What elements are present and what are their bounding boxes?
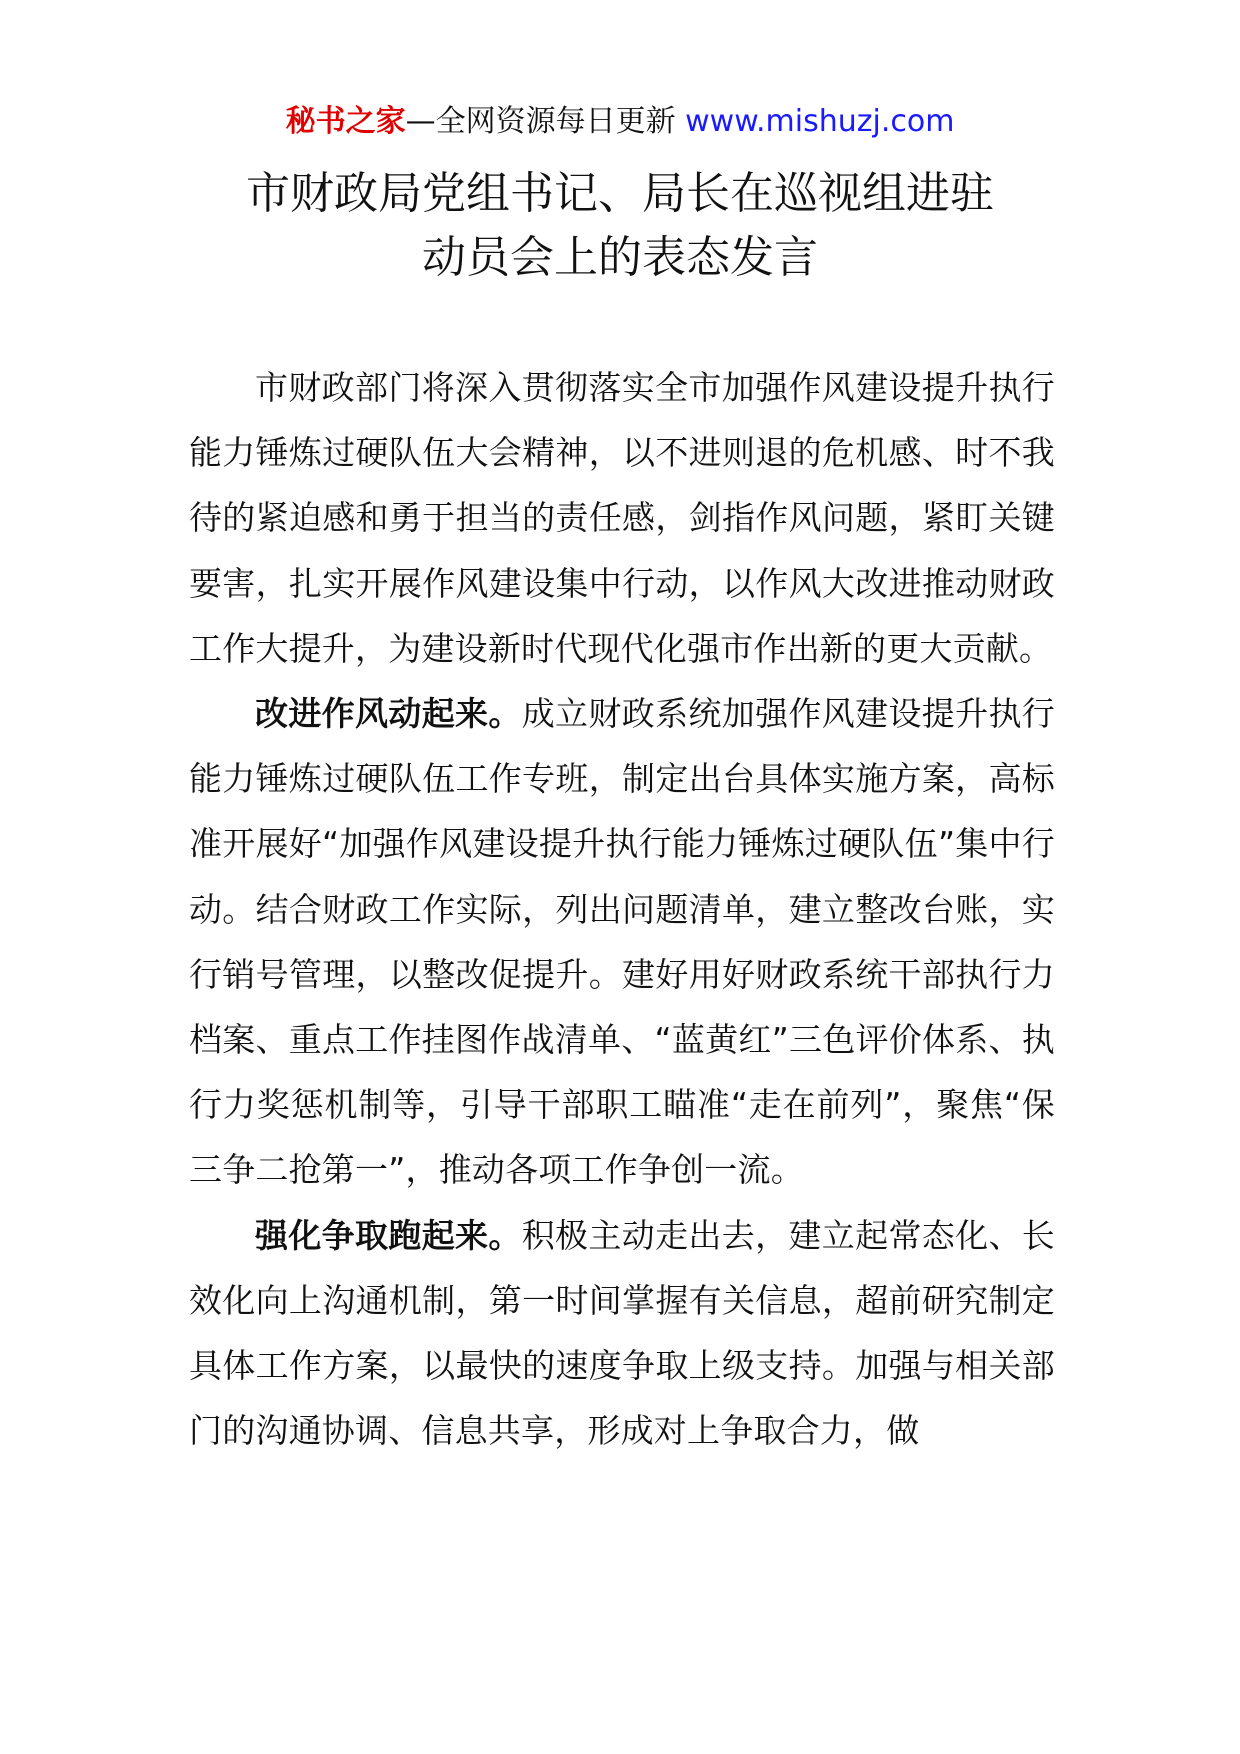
brand-name[interactable]: 秘书之家 [285, 104, 406, 139]
site-banner [0, 100, 1240, 144]
document-title [0, 162, 1240, 290]
banner-tagline: —全网资源每日更新 [405, 104, 676, 139]
paragraph-section-1 [189, 681, 1055, 1203]
paragraph-text: 市财政部门将深入贯彻落实全市加强作风建设提升执行能力锤炼过硬队伍大会精神，以不进则退的危机感、时不我待的紧迫感和勇于担当的责任感，剑指作风问题，紧盯关键要害，扎实开展作风建设集中行动，以作风大改进推动财政工作大提升，为建设新时代现代化强市作出新的更大贡献。 [189, 368, 1055, 668]
section-heading: 改进作风动起来。 [255, 694, 522, 734]
document-body [189, 355, 1055, 1463]
site-url-link[interactable]: www.mishuzj.com [685, 104, 955, 139]
paragraph-text: 成立财政系统加强作风建设提升执行能力锤炼过硬队伍工作专班，制定出台具体实施方案，高标准开展好“加强作风建设提升执行能力锤炼过硬队伍”集中行动。结合财政工作实际，列出问题清单，建立整改台账，实行销号管理，以整改促提升。建好用好财政系统干部执行力档案、重点工作挂图作战清单、“蓝黄红”三色评价体系、执行力奖惩机制等，引导干部职工瞄准“走在前列”，聚焦“保三争二抢第一”，推动各项工作争创一流。 [189, 694, 1055, 1190]
title-line-1: 市财政局党组书记、局长在巡视组进驻 [246, 168, 994, 219]
paragraph-text: 积极主动走出去，建立起常态化、长效化向上沟通机制，第一时间掌握有关信息，超前研究制定具体工作方案，以最快的速度争取上级支持。加强与相关部门的沟通协调、信息共享，形成对上争取合力，做 [189, 1215, 1055, 1451]
paragraph-section-2 [189, 1203, 1055, 1464]
title-line-2: 动员会上的表态发言 [422, 232, 818, 283]
paragraph-intro [189, 355, 1055, 681]
section-heading: 强化争取跑起来。 [255, 1215, 522, 1255]
